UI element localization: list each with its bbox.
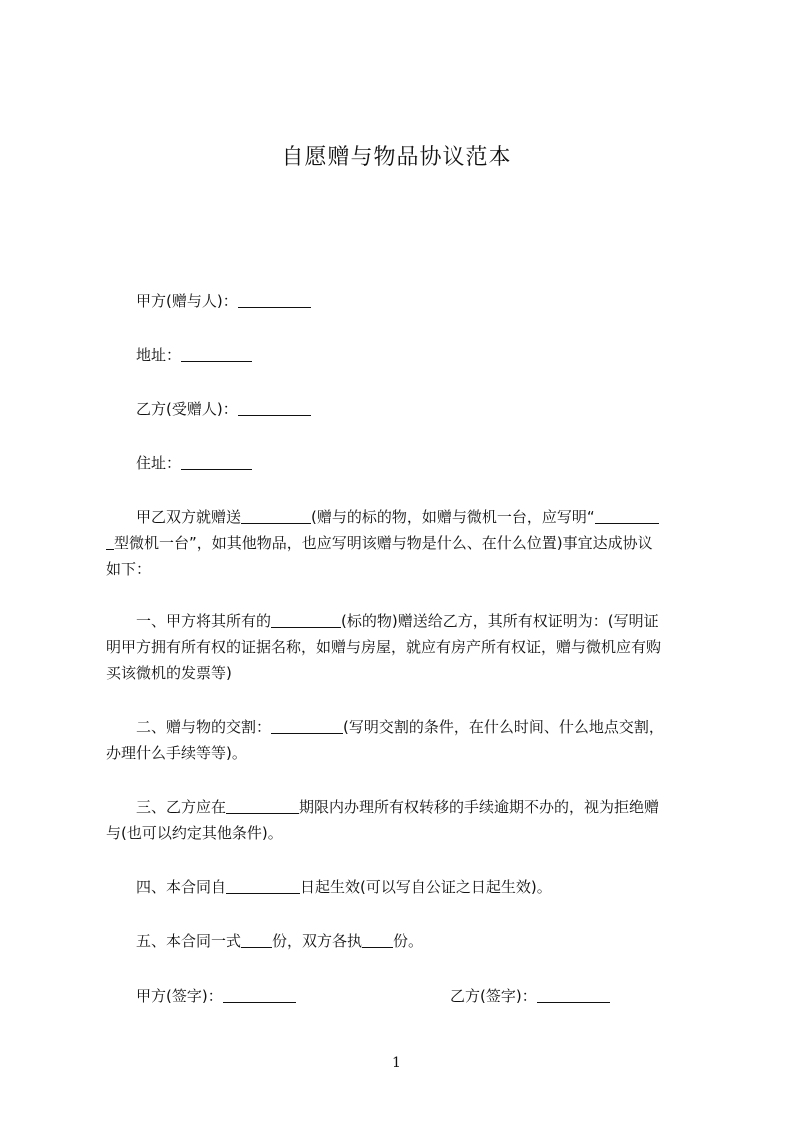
intro-text-a: 甲乙双方就赠送 (136, 508, 242, 526)
donor-address-field (106, 342, 731, 368)
clause-1-line-1 (106, 608, 701, 634)
intro-text-c: 型微机一台”，如其他物品，也应写明该赠与物是什么、在什么位置)事宜达成协议 (114, 534, 653, 552)
clause-1 (106, 608, 701, 686)
clause-1-line-3: 买该微机的发票等) (106, 664, 232, 682)
subject-blank[interactable] (271, 611, 341, 628)
clause-4-text-a: 四、本合同自 (136, 878, 227, 896)
clause-2-text-a: 二、赠与物的交割： (136, 718, 272, 736)
intro-paragraph (106, 504, 701, 582)
donor-address-label: 地址： (136, 346, 182, 364)
clause-1-text-a: 一、甲方将其所有的 (136, 612, 272, 630)
clause-5-text-a: 五、本合同一式 (136, 932, 242, 950)
copies-blank[interactable] (241, 931, 272, 948)
clause-5-text-b: 份，双方各执 (272, 932, 363, 950)
gift-item-blank[interactable] (241, 507, 311, 524)
clause-3 (106, 794, 701, 846)
donee-address-label: 住址： (136, 454, 182, 472)
party-b-signature-blank[interactable] (537, 986, 610, 1003)
party-a-signature-blank[interactable] (223, 986, 296, 1003)
clause-2 (106, 714, 701, 766)
donor-address-blank[interactable] (181, 345, 252, 362)
document-title: 自愿赠与物品协议范本 (281, 145, 512, 170)
party-a-signature (136, 983, 296, 1009)
page-number: 1 (392, 1055, 401, 1071)
party-b-signature-label: 乙方(签字)： (450, 987, 537, 1005)
donor-field (106, 288, 731, 314)
clause-5 (106, 928, 731, 954)
effective-date-blank[interactable] (226, 877, 300, 894)
intro-line-2 (106, 530, 701, 556)
clause-3-line-2: 与(也可以约定其他条件)。 (106, 824, 283, 842)
donor-label: 甲方(赠与人)： (136, 292, 238, 310)
intro-text-b: (赠与的标的物，如赠与微机一台，应写明“ (311, 508, 595, 526)
donee-blank[interactable] (238, 399, 311, 416)
clause-2-line-1 (106, 714, 701, 740)
intro-line-1 (106, 504, 701, 530)
intro-line-3: 如下： (106, 560, 152, 578)
transfer-period-blank[interactable] (226, 797, 299, 814)
clause-3-text-b: 期限内办理所有权转移的手续逾期不办的，视为拒绝赠 (299, 798, 660, 816)
clause-4-text-b: 日起生效(可以写自公证之日起生效)。 (300, 878, 552, 896)
donee-address-blank[interactable] (181, 453, 252, 470)
model-blank[interactable] (595, 507, 659, 524)
clause-2-text-b: (写明交割的条件，在什么时间、什么地点交割， (343, 718, 664, 736)
clause-1-line-2: 明甲方拥有所有权的证据名称，如赠与房屋，就应有房产所有权证，赠与微机应有购 (106, 638, 662, 656)
clause-5-text-c: 份。 (393, 932, 424, 950)
donee-label: 乙方(受赠人)： (136, 400, 238, 418)
model-blank-cont (106, 533, 114, 550)
party-a-signature-label: 甲方(签字)： (136, 987, 223, 1005)
party-b-signature (450, 983, 610, 1009)
donee-address-field (106, 450, 731, 476)
clause-1-text-b: (标的物)赠送给乙方，其所有权证明为：(写明证 (341, 612, 659, 630)
donee-field (106, 396, 731, 422)
delivery-blank[interactable] (271, 717, 343, 734)
clause-3-text-a: 三、乙方应在 (136, 798, 227, 816)
clause-3-line-1 (106, 794, 701, 820)
clause-2-line-2: 办理什么手续等等)。 (106, 744, 247, 762)
donor-blank[interactable] (238, 291, 311, 308)
each-holds-blank[interactable] (362, 931, 393, 948)
clause-4 (106, 874, 731, 900)
